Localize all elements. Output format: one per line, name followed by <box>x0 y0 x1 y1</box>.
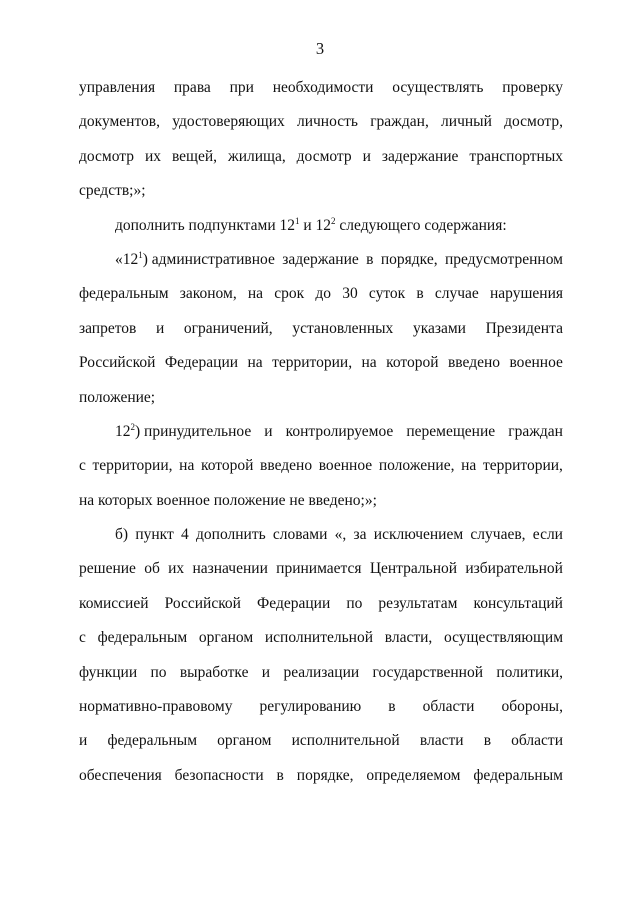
word: пункт <box>135 526 174 544</box>
word: обороны, <box>501 698 563 716</box>
text-line <box>79 694 563 728</box>
word: консультаций <box>473 594 563 612</box>
word: за <box>353 526 367 544</box>
word: Центральной <box>369 560 458 578</box>
word: случае <box>434 285 479 303</box>
word: территории, <box>482 457 563 475</box>
word: органом <box>217 732 272 750</box>
word: осуществляющим <box>443 629 563 647</box>
text-line: на которых военное положение не введено;»; <box>79 491 377 509</box>
superscript: 1 <box>295 215 300 226</box>
word: личный <box>441 113 492 131</box>
word: и <box>261 663 271 681</box>
text-line <box>79 109 563 143</box>
word: досмотр <box>296 147 352 165</box>
word: федеральным <box>473 766 563 784</box>
superscript: 1 <box>138 249 143 260</box>
text-fragment <box>115 419 251 453</box>
word: указами <box>412 319 466 337</box>
word: 4 <box>181 526 189 544</box>
word: осуществлять <box>392 79 484 96</box>
word: удостоверяющих <box>172 113 285 131</box>
word: назначении <box>192 560 268 578</box>
text-line <box>79 281 563 315</box>
word: обеспечения <box>79 766 162 784</box>
word: личность <box>296 113 358 131</box>
text-line <box>79 591 563 625</box>
word: жилища, <box>227 147 286 165</box>
word: которой <box>200 457 254 475</box>
word: власти, <box>384 629 433 647</box>
superscript: 2 <box>331 215 336 226</box>
word: военное <box>318 457 373 475</box>
word: дополнить <box>196 526 266 544</box>
word: предусмотренном <box>444 250 563 268</box>
word: нарушения <box>489 285 563 303</box>
word: решение <box>79 560 136 578</box>
word: в <box>388 698 396 716</box>
text-line: средств;»; <box>79 182 146 200</box>
word: и <box>156 319 165 337</box>
text-fragment: «12 <box>115 250 139 268</box>
word: задержание <box>282 250 359 268</box>
word: области <box>422 698 475 716</box>
word: органом <box>198 629 254 647</box>
word: права <box>173 79 211 96</box>
word: области <box>511 732 563 750</box>
word: Федерации <box>257 594 331 612</box>
word: при <box>229 79 254 96</box>
word: порядке, <box>296 766 354 784</box>
word: власти <box>419 732 464 750</box>
word: исключением <box>373 526 464 544</box>
word: выработке <box>179 663 249 681</box>
word: словами <box>272 526 328 544</box>
word: случаев, <box>470 526 526 544</box>
word: 30 <box>342 285 358 303</box>
word: и <box>362 147 371 165</box>
word: принимается <box>276 560 362 578</box>
text-fragment: следующего содержания: <box>335 216 507 234</box>
word: введено <box>260 457 313 475</box>
text-line <box>79 660 563 694</box>
word: в <box>366 250 374 268</box>
text-fragment: дополнить подпунктами 12 <box>115 216 295 234</box>
word: в <box>483 732 492 750</box>
text-line <box>79 522 563 556</box>
text-fragment: 12 <box>115 422 131 440</box>
word: «, <box>334 526 347 544</box>
text-line: положение; <box>79 388 156 406</box>
text-line <box>79 316 563 350</box>
word: Российской <box>164 594 241 612</box>
word: на <box>461 457 477 475</box>
word: федеральным <box>79 285 169 303</box>
word: реализации <box>283 663 360 681</box>
word: транспортных <box>469 147 563 165</box>
text-fragment: и 12 <box>299 216 332 234</box>
word: запретов <box>79 319 137 337</box>
text-line <box>79 350 563 384</box>
word: до <box>315 285 332 303</box>
word: и <box>264 422 273 440</box>
word: задержание <box>381 147 459 165</box>
word: досмотр, <box>504 113 563 131</box>
word: в <box>416 285 424 303</box>
word: проверку <box>502 79 563 96</box>
word: на <box>247 354 263 372</box>
word: введено <box>447 354 501 372</box>
word: по <box>150 663 167 681</box>
word: контролируемое <box>285 422 394 440</box>
word: политики, <box>496 663 563 681</box>
word: с <box>79 629 86 647</box>
word: на <box>247 285 264 303</box>
word: безопасности <box>174 766 264 784</box>
text-fragment <box>115 247 275 281</box>
word: вещей, <box>171 147 218 165</box>
word: граждан, <box>370 113 429 131</box>
word: перемещение <box>406 422 496 440</box>
word: досмотр <box>79 147 134 165</box>
text-fragment: ) принудительное <box>135 422 252 440</box>
word: функции <box>79 663 138 681</box>
word: на <box>361 354 377 372</box>
word: порядке, <box>380 250 438 268</box>
text-fragment: ) административное <box>142 250 275 268</box>
word: территории, <box>92 457 173 475</box>
word: и <box>79 732 88 750</box>
word: военное <box>509 354 563 372</box>
word: федеральным <box>97 629 188 647</box>
word: на <box>179 457 195 475</box>
word: б) <box>115 526 129 544</box>
word: которой <box>386 354 439 372</box>
document-body <box>79 75 563 797</box>
word: их <box>144 147 161 165</box>
word: регулированию <box>259 698 362 716</box>
word: нормативно-правовому <box>79 698 233 716</box>
word: определяемом <box>366 766 461 784</box>
word: федеральным <box>107 732 198 750</box>
text-line <box>79 453 563 487</box>
word: Федерации <box>164 354 239 372</box>
word: с <box>79 457 86 475</box>
word: ограничений, <box>183 319 273 337</box>
word: срок <box>274 285 305 303</box>
word: установленных <box>292 319 394 337</box>
word: комиссией <box>79 594 149 612</box>
word: Российской <box>79 354 156 372</box>
word: законом, <box>179 285 237 303</box>
word: документов, <box>79 113 160 131</box>
text-line <box>79 728 563 762</box>
word: Президента <box>485 319 563 337</box>
page-number: 3 <box>315 39 325 58</box>
text-line <box>79 625 563 659</box>
word: если <box>532 526 563 544</box>
text-line <box>79 556 563 590</box>
word: граждан <box>508 422 563 440</box>
word: в <box>276 766 284 784</box>
text-line <box>79 144 563 178</box>
word: территории, <box>272 354 353 372</box>
word: результатам <box>378 594 458 612</box>
text-line <box>79 419 563 453</box>
word: их <box>168 560 185 578</box>
word: положение, <box>378 457 455 475</box>
word: исполнительной <box>264 629 374 647</box>
word: по <box>346 594 363 612</box>
word: государственной <box>372 663 484 681</box>
text-line <box>79 75 563 109</box>
word: избирательной <box>465 560 563 578</box>
text-line <box>79 763 563 797</box>
word: исполнительной <box>291 732 400 750</box>
superscript: 2 <box>130 421 135 432</box>
word: управления <box>79 79 156 96</box>
text-line <box>79 213 563 247</box>
word: необходимости <box>272 79 374 96</box>
text-line <box>79 247 563 281</box>
word: об <box>144 560 160 578</box>
word: суток <box>368 285 406 303</box>
